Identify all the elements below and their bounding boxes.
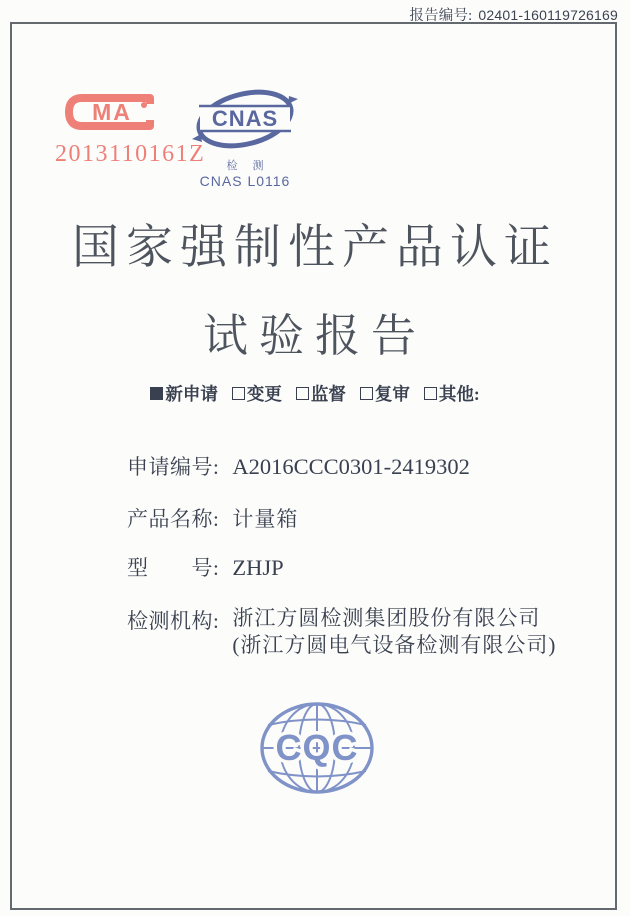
cnas-logo bbox=[191, 88, 299, 189]
option-change bbox=[232, 381, 282, 406]
cma-logo bbox=[62, 91, 182, 138]
checkbox-checked-icon bbox=[150, 387, 163, 400]
checkbox-icon bbox=[232, 387, 245, 400]
field-test-organization bbox=[127, 605, 556, 659]
cnas-caption: 检 测 bbox=[226, 160, 270, 172]
option-other bbox=[424, 381, 480, 406]
field-value: 计量箱 bbox=[232, 507, 299, 531]
field-label: 申请编号: bbox=[127, 455, 220, 479]
option-label: 其他: bbox=[438, 384, 480, 404]
option-review bbox=[360, 381, 410, 406]
test-org-line2: (浙江方圆电气设备检测有限公司) bbox=[232, 633, 557, 657]
test-org-line1: 浙江方圆检测集团股份有限公司 bbox=[232, 606, 541, 630]
document-subtitle: 试验报告 bbox=[202, 311, 427, 361]
cma-certificate-code: 2013110161Z bbox=[55, 141, 206, 167]
report-number-label: 报告编号: bbox=[409, 8, 473, 24]
option-label: 复审 bbox=[374, 384, 410, 404]
option-label: 变更 bbox=[246, 384, 282, 404]
field-value bbox=[232, 605, 556, 659]
cnas-logo-icon bbox=[192, 88, 298, 150]
field-model bbox=[127, 552, 284, 582]
option-label: 监督 bbox=[310, 384, 346, 404]
checkbox-icon bbox=[424, 387, 437, 400]
cma-letters: MA bbox=[92, 99, 132, 125]
field-label: 检测机构: bbox=[127, 609, 220, 633]
cqc-globe-icon bbox=[258, 699, 376, 797]
option-label: 新申请 bbox=[165, 384, 218, 404]
field-value: A2016CCC0301-2419302 bbox=[232, 454, 470, 479]
field-application-number bbox=[127, 451, 470, 481]
option-new-application bbox=[150, 381, 218, 406]
report-number-value: 02401-160119726169 bbox=[478, 7, 618, 23]
cqc-letters: CQC bbox=[275, 727, 359, 768]
cnas-lab-code: CNAS L0116 bbox=[199, 173, 291, 189]
cma-logo-icon bbox=[62, 91, 159, 133]
field-label: 型 号: bbox=[127, 556, 220, 580]
document-title: 国家强制性产品认证 bbox=[72, 222, 558, 274]
field-label: 产品名称: bbox=[127, 507, 220, 531]
option-supervision bbox=[296, 381, 346, 406]
cnas-letters: CNAS bbox=[211, 106, 279, 131]
field-product-name bbox=[127, 503, 298, 533]
application-type-row bbox=[0, 381, 630, 406]
field-value: ZHJP bbox=[232, 555, 284, 580]
checkbox-icon bbox=[296, 387, 309, 400]
cqc-logo bbox=[258, 699, 376, 802]
checkbox-icon bbox=[360, 387, 373, 400]
